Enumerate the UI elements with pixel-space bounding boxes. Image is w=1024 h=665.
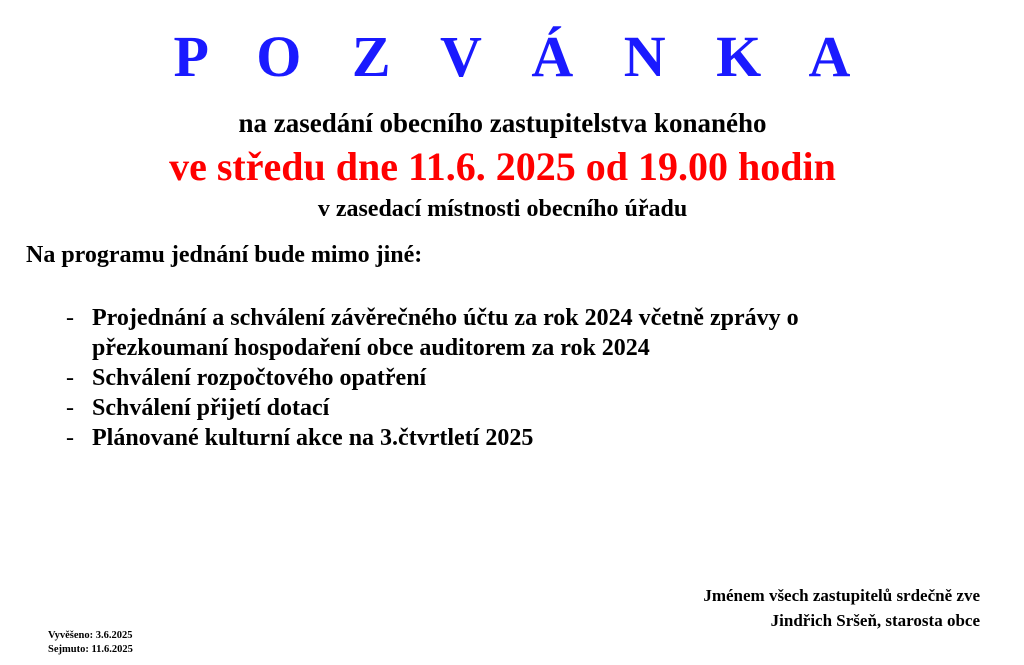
dash-bullet: - — [66, 305, 74, 331]
removed-date: Sejmuto: 11.6.2025 — [48, 644, 133, 655]
agenda-item — [66, 393, 966, 423]
agenda-item — [66, 363, 966, 393]
agenda-list — [66, 303, 966, 453]
intro-line: na zasedání obecního zastupitelstva konaného — [238, 108, 767, 138]
posting-dates — [48, 629, 133, 657]
agenda-item-text: Plánované kulturní akce na 3.čtvrtletí 2025 — [92, 425, 534, 451]
agenda-item — [66, 423, 966, 453]
agenda-item-text: Projednání a schválení závěrečného účtu za rok 2024 včetně zprávy o — [92, 305, 799, 331]
agenda-item-text: Schválení přijetí dotací — [92, 395, 330, 421]
meeting-date-line: ve středu dne 11.6. 2025 od 19.00 hodin — [169, 144, 836, 189]
signature-invitation: Jménem všech zastupitelů srdečně zve — [703, 586, 980, 605]
agenda-item-text: Schválení rozpočtového opatření — [92, 365, 427, 391]
program-heading: Na programu jednání bude mimo jiné: — [26, 242, 423, 268]
meeting-place-line: v zasedací místnosti obecního úřadu — [317, 196, 688, 222]
signature-name: Jindřich Sršeň, starosta obce — [770, 611, 980, 630]
dash-bullet: - — [66, 395, 74, 421]
signature-block — [703, 583, 980, 633]
agenda-item-text: přezkoumaní hospodaření obce auditorem za rok 2024 — [92, 335, 650, 361]
agenda-item — [66, 303, 966, 363]
posted-date: Vyvěšeno: 3.6.2025 — [48, 630, 133, 641]
dash-bullet: - — [66, 365, 74, 391]
page-title: P O Z V Á N K A — [173, 24, 869, 89]
dash-bullet: - — [66, 425, 74, 451]
